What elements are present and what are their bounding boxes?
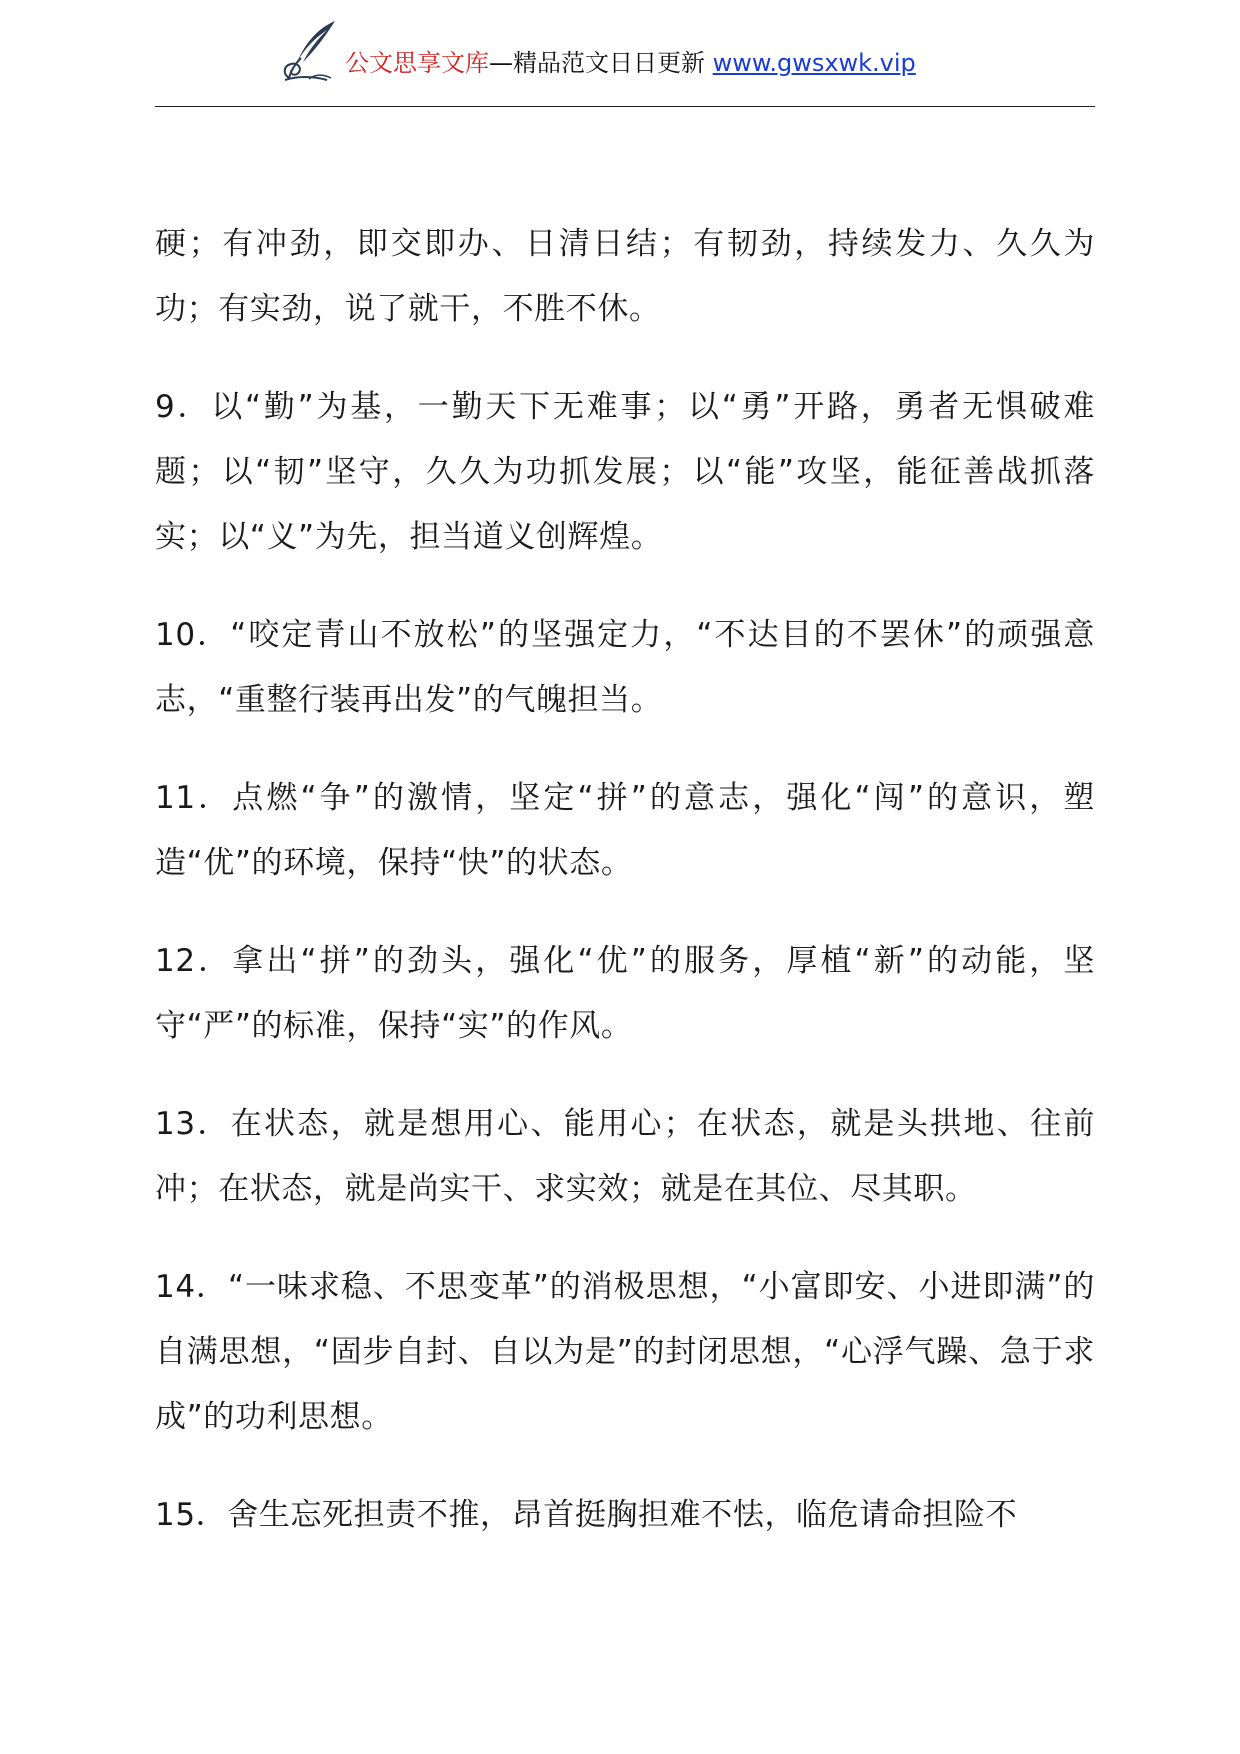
quill-pen-icon [279, 18, 341, 82]
paragraph: 9．以“勤”为基，一勤天下无难事；以“勇”开路，勇者无惧破难题；以“韧”坚守，久久为功抓发展；以“能”攻坚，能征善战抓落实；以“义”为先，担当道义创辉煌。 [155, 389, 1095, 555]
paragraph: 11．点燃“争”的激情，坚定“拼”的意志，强化“闯”的意识，塑造“优”的环境，保持“快”的状态。 [155, 780, 1095, 881]
paragraph: 12．拿出“拼”的劲头，强化“优”的服务，厚植“新”的动能，坚守“严”的标准，保持“实”的作风。 [155, 943, 1095, 1044]
document-body [155, 212, 1095, 1581]
paragraph: 15．舍生忘死担责不推，昂首挺胸担难不怯，临危请命担险不 [155, 1497, 1018, 1533]
header-text [345, 51, 916, 75]
tagline: —精品范文日日更新 [489, 49, 705, 77]
paragraph: 13．在状态，就是想用心、能用心；在状态，就是头拱地、往前冲；在状态，就是尚实干、求实效；就是在其位、尽其职。 [155, 1106, 1095, 1207]
paragraph: 14．“一味求稳、不思变革”的消极思想，“小富即安、小进即满”的自满思想，“固步自封、自以为是”的封闭思想，“心浮气躁、急于求成”的功利思想。 [155, 1269, 1095, 1435]
paragraph: 10．“咬定青山不放松”的坚强定力，“不达目的不罢休”的顽强意志，“重整行装再出发”的气魄担当。 [155, 617, 1095, 718]
brand-name: 公文思享文库 [345, 49, 489, 77]
page-header [155, 14, 1095, 107]
paragraph: 硬；有冲劲，即交即办、日清日结；有韧劲，持续发力、久久为功；有实劲，说了就干，不胜不休。 [155, 226, 1095, 327]
site-link[interactable]: www.gwsxwk.vip [712, 49, 916, 77]
